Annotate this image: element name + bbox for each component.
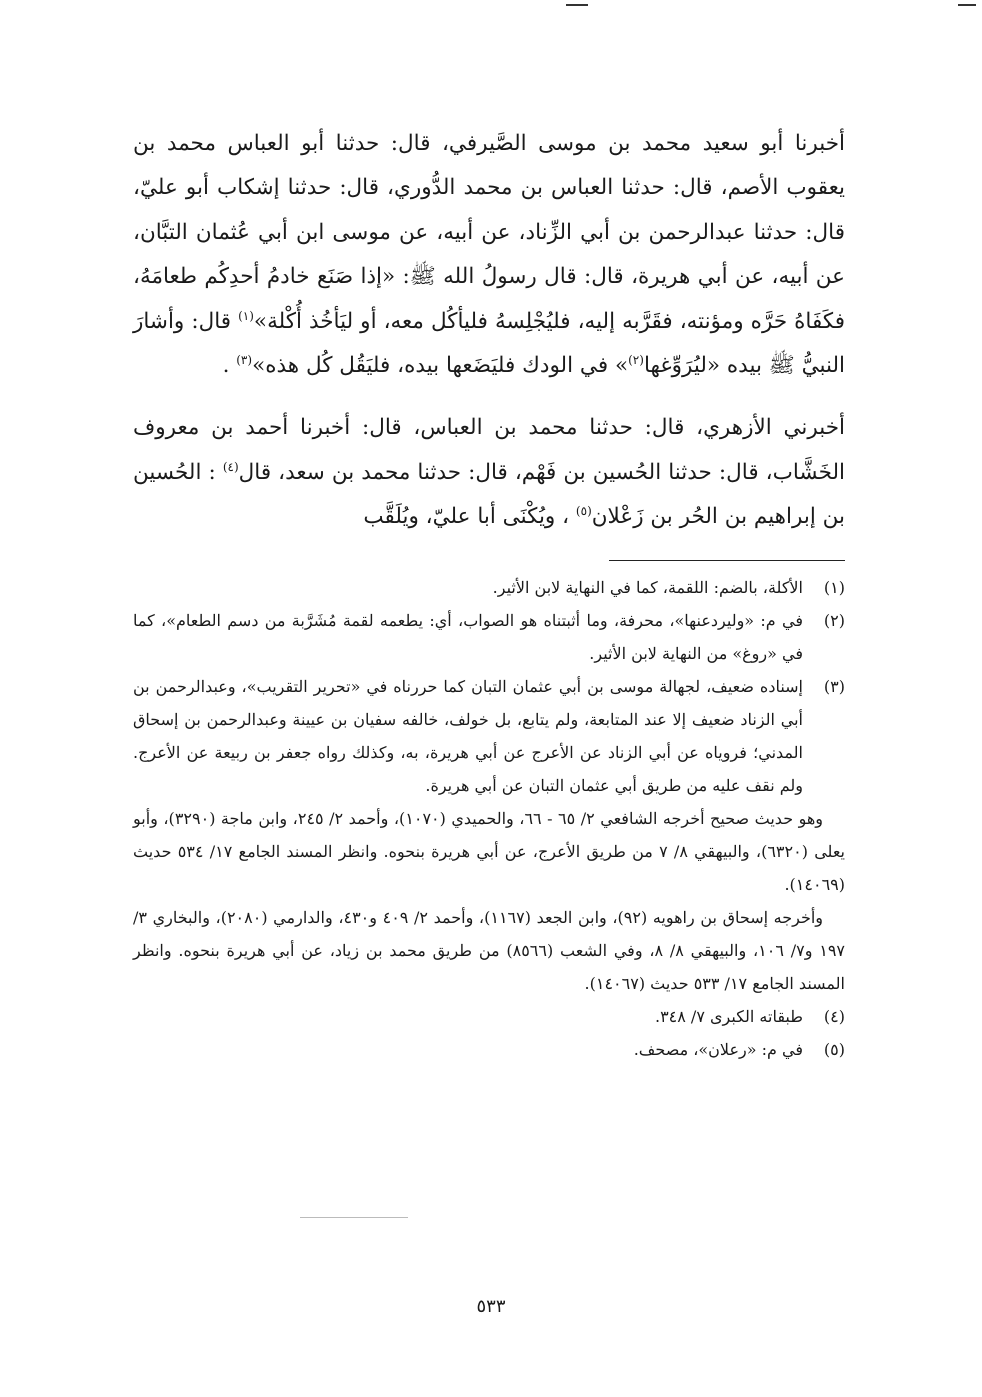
page-body — [133, 122, 845, 1066]
footnote-text: إسناده ضعيف، لجهالة موسى بن أبي عثمان التبان كما حررناه في «تحرير التقريب»، وعبدالرحمن بن أبي الزناد ضعيف إلا عند المتابعة، ولم يتابع، بل خولف، خالفه سفيان بن عيينة وعبدالرحمن بن إسحاق المدني؛ فروياه عن أبي الزناد عن الأعرج عن أبي هريرة، به، وكذلك رواه جعفر بن ربيعة عن الأعرج. ولم نقف عليه من طريق أبي عثمان التبان عن أبي هريرة. — [133, 676, 803, 795]
corner-rule-mark — [958, 4, 976, 6]
footnote-3-continuation-2: وأخرجه إسحاق بن راهويه (٩٢)، وابن الجعد (١١٦٧)، وأحمد ٢/ ٤٠٩ و٤٣٠، والدارمي (٢٠٨٠)، والبخاري ٣/ ١٩٧ و٧/ ١٠٦، والبيهقي ٨/ ٨، وفي الشعب (٨٥٦٦) من طريق محمد بن زياد، عن أبي هريرة بنحوه. وانظر المسند الجامع ١٧/ ٥٣٣ حديث (١٤٠٦٧). — [133, 907, 846, 993]
footnote-ref-5[interactable]: (٥) — [575, 504, 592, 519]
header-rule-mark — [566, 4, 588, 6]
footnote-ref-2[interactable]: (٢) — [628, 352, 644, 367]
footnote-1 — [133, 571, 845, 604]
footnote-number: (١) — [823, 577, 845, 597]
footnote-ref-4[interactable]: (٤) — [222, 459, 239, 474]
footnote-4 — [133, 1000, 845, 1033]
body-paragraph-1: أخبرنا أبو سعيد محمد بن موسى الصَّيرفي، قال: حدثنا أبو العباس محمد بن يعقوب الأصم، قال: حدثنا العباس بن محمد الدُّوري، قال: حدثنا إشكاب أبو عليّ، قال: حدثنا عبدالرحمن بن أبي الزِّناد، عن أبيه، عن موسى ابن أبي عُثمان التبَّان، عن أبيه، عن أبي هريرة، قال: قال رسولُ الله ﷺ: «إذا صَنَع خادمُ أحدِكُم طعامَهُ، فكَفَاهُ حَرَّه ومؤنته، فقَرَّبه إليه، فليُجْلِسهُ فليأكُل معه، أو ليَأخُذ أُكْلة»$^{(١)}$ قال: وأشارَ النبيُّ ﷺ بيده «ليُرَوِّغها$^{(٢)}$» في الودك فليَضَعها بيده، فليَقُل كُل هذه»$^{(٣)}$ . — [133, 131, 845, 379]
footnote-number: (٤) — [823, 1006, 845, 1026]
footnote-text: طبقاته الكبرى ٧/ ٣٤٨. — [654, 1006, 803, 1026]
footnote-3-continuation-1: وهو حديث صحيح أخرجه الشافعي ٢/ ٦٥ - ٦٦، والحميدي (١٠٧٠)، وأحمد ٢/ ٢٤٥، وابن ماجة (٣٢٩٠)، وأبو يعلى (٦٣٢٠)، والبيهقي ٨/ ٧ من طريق الأعرج، عن أبي هريرة بنحوه. وانظر المسند الجامع ١٧/ ٥٣٤ حديث (١٤٠٦٩). — [133, 808, 845, 894]
footnote-2 — [133, 604, 845, 670]
footnotes — [133, 571, 845, 1066]
footnote-separator — [609, 560, 845, 561]
footnote-number: (٢) — [823, 610, 845, 630]
footnote-3 — [133, 670, 845, 802]
footnote-ref-1[interactable]: (١) — [238, 308, 254, 323]
footnote-number: (٣) — [823, 676, 845, 696]
footnote-text: في م: «رعلان»، مصحف. — [633, 1039, 803, 1059]
footnote-text: في م: «وليردعنها»، محرفة، وما أثبتناه هو الصواب، أي: يطعمه لقمة مُشَرَّبة من دسم الطعام»، كما في «روغ» من النهاية لابن الأثير. — [133, 610, 803, 663]
footnote-5 — [133, 1033, 845, 1066]
footnote-number: (٥) — [823, 1039, 845, 1059]
page-number: ٥٣٣ — [476, 1296, 506, 1317]
body-paragraph-2: أخبرني الأزهري، قال: حدثنا محمد بن العباس، قال: أخبرنا أحمد بن معروف الخَشَّاب، قال: حدثنا الحُسين بن فَهْم، قال: حدثنا محمد بن سعد، قال$^{(٤)}$ : الحُسين بن إبراهيم بن الحُر بن زَعْلان$^{(٥)}$ ، ويُكْنَى أبا عليّ، ويُلَقَّب — [133, 415, 845, 530]
footnote-ref-3[interactable]: (٣) — [236, 352, 253, 367]
faint-scan-line — [300, 1217, 408, 1218]
footnote-text: الأكلة، بالضم: اللقمة، كما في النهاية لابن الأثير. — [492, 577, 803, 597]
